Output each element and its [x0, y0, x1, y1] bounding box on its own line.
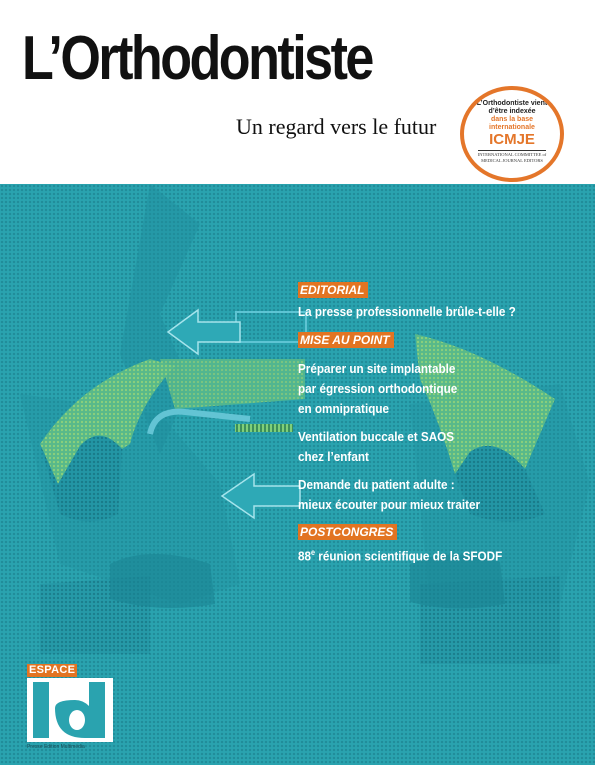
bracket-band [160, 359, 305, 409]
toc-entry-ventilation-buccale: Ventilation buccale et SAOS chez l’enfant [298, 429, 455, 464]
badge-committee-line1: INTERNATIONAL COMMITTEE of [477, 151, 547, 157]
espace-id-logo [27, 664, 113, 752]
left-arrow-icon [168, 310, 240, 354]
section-label-editorial: EDITORIAL [298, 282, 368, 298]
badge-text-database: dans la base internationale [489, 116, 535, 132]
badge-divider [478, 150, 546, 151]
ordinal-suffix: e [311, 548, 316, 557]
left-arrow-lower-icon [222, 474, 300, 518]
badge-committee-line2: MEDICAL JOURNAL EDITORS [481, 157, 543, 163]
orthodontic-spring [235, 424, 293, 432]
badge-acronym: ICMJE [489, 131, 535, 149]
logo-tagline: Presse Edition Multimédia [27, 744, 85, 750]
lower-tooth-left [110, 554, 215, 608]
table-of-contents [298, 281, 588, 566]
sfodf-meeting-title: réunion scientifique de la SFODF [315, 548, 503, 564]
cover-header [0, 0, 595, 184]
magazine-title: L’Orthodontiste [22, 24, 372, 93]
toc-entry-sfodf [298, 543, 577, 566]
section-label-postcongres: POSTCONGRES [298, 524, 397, 540]
id-logo-mark [27, 678, 113, 746]
icmje-badge [460, 86, 564, 182]
sfodf-meeting-number: 88 [298, 548, 312, 564]
section-label-mise-au-point: MISE AU POINT [298, 332, 394, 348]
badge-text-indexed: L’Orthodontiste vient d’être indexée [476, 100, 548, 116]
bracket-outline [236, 312, 306, 342]
logo-espace-text: ESPACE [29, 664, 76, 676]
toc-entry-editorial: La presse professionnelle brûle-t-elle ? [298, 304, 516, 319]
magazine-subtitle: Un regard vers le futur [236, 114, 437, 139]
toc-entry-patient-adulte: Demande du patient adulte : mieux écouter pour mieux traiter [298, 477, 481, 512]
toc-entry-site-implantable: Préparer un site implantable par égression orthodontique en omnipratique [298, 361, 458, 416]
